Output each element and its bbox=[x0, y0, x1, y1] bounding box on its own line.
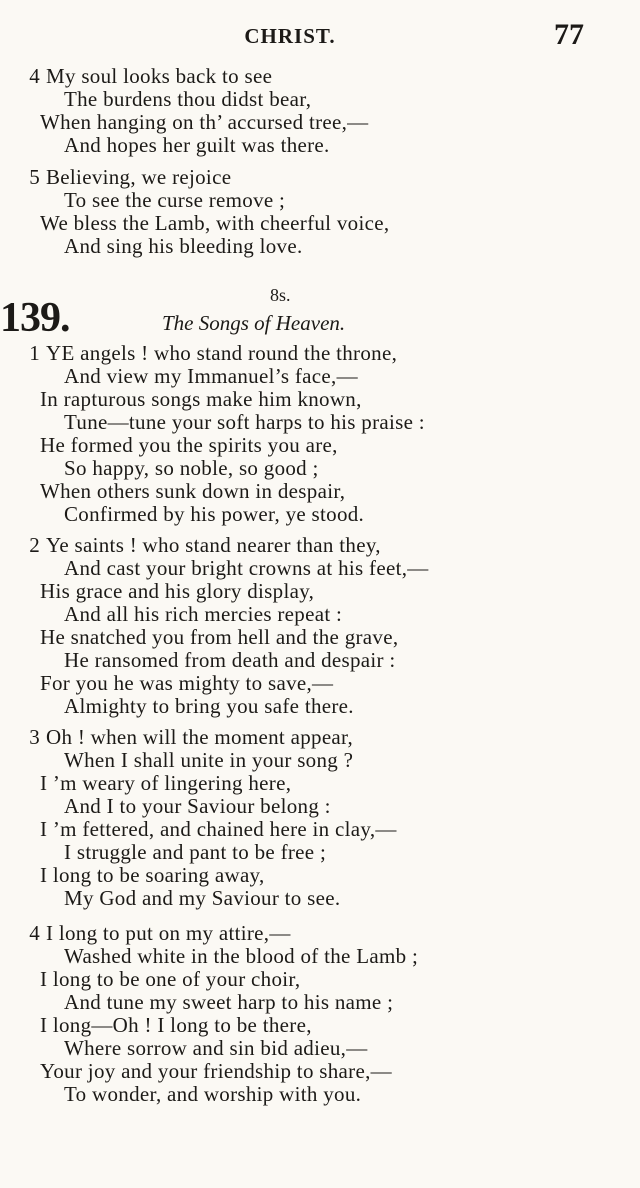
stanza-line: He snatched you from hell and the grave, bbox=[40, 625, 399, 649]
line-text: Ye saints ! who stand nearer than they, bbox=[46, 533, 381, 557]
stanza-line bbox=[0, 166, 640, 189]
stanza-line: When I shall unite in your song ? bbox=[64, 748, 354, 772]
hymn-number: 139. bbox=[0, 295, 70, 341]
stanza-line: When hanging on th’ accursed tree,— bbox=[40, 110, 369, 134]
stanza-line: I struggle and pant to be free ; bbox=[64, 840, 327, 864]
stanza-line: The burdens thou didst bear, bbox=[64, 87, 312, 111]
stanza-line: And sing his bleeding love. bbox=[64, 234, 303, 258]
stanza-line: And I to your Saviour belong : bbox=[64, 794, 331, 818]
stanza-line: Almighty to bring you safe there. bbox=[64, 694, 354, 718]
stanza-line: For you he was mighty to save,— bbox=[40, 671, 334, 695]
stanza-number: 5 bbox=[29, 165, 40, 189]
stanza-line: I ’m weary of lingering here, bbox=[40, 771, 292, 795]
stanza-number: 4 bbox=[29, 64, 40, 88]
line-text: I long to put on my attire,— bbox=[46, 921, 291, 945]
stanza-line: Your joy and your friendship to share,— bbox=[40, 1059, 392, 1083]
stanza-line: Confirmed by his power, ye stood. bbox=[64, 502, 365, 526]
stanza-line: Washed white in the blood of the Lamb ; bbox=[64, 944, 419, 968]
stanza-line: When others sunk down in despair, bbox=[40, 479, 346, 503]
stanza-line: And cast your bright crowns at his feet,— bbox=[64, 556, 429, 580]
stanza-number: 2 bbox=[29, 533, 40, 557]
page-number: 77 bbox=[554, 18, 584, 51]
stanza-number: 3 bbox=[29, 725, 40, 749]
stanza-line: I ’m fettered, and chained here in clay,— bbox=[40, 817, 397, 841]
stanza-line: And hopes her guilt was there. bbox=[64, 133, 330, 157]
stanza-line: We bless the Lamb, with cheerful voice, bbox=[40, 211, 390, 235]
stanza-4 bbox=[0, 922, 640, 1106]
stanza-line: And view my Immanuel’s face,— bbox=[64, 364, 358, 388]
stanza-3 bbox=[0, 726, 640, 910]
stanza-line: Tune—tune your soft harps to his praise : bbox=[64, 410, 425, 434]
line-text: Oh ! when will the moment appear, bbox=[46, 725, 354, 749]
stanza-prev-5 bbox=[0, 166, 640, 258]
stanza-line: He ransomed from death and despair : bbox=[64, 648, 396, 672]
stanza-line: He formed you the spirits you are, bbox=[40, 433, 338, 457]
stanza-prev-4 bbox=[0, 65, 640, 157]
hymn-title: The Songs of Heaven. bbox=[162, 311, 346, 335]
hymn-meter: 8s. bbox=[270, 285, 291, 305]
stanza-line: I long to be soaring away, bbox=[40, 863, 265, 887]
stanza-1 bbox=[0, 342, 640, 526]
stanza-line bbox=[0, 65, 640, 88]
stanza-line bbox=[0, 534, 640, 557]
stanza-line: And tune my sweet harp to his name ; bbox=[64, 990, 394, 1014]
stanza-line: I long to be one of your choir, bbox=[40, 967, 301, 991]
stanza-line bbox=[0, 726, 640, 749]
stanza-2 bbox=[0, 534, 640, 718]
line-text: YE angels ! who stand round the throne, bbox=[46, 341, 398, 365]
stanza-line: In rapturous songs make him known, bbox=[40, 387, 362, 411]
stanza-line: To wonder, and worship with you. bbox=[64, 1082, 362, 1106]
stanza-line bbox=[0, 922, 640, 945]
stanza-line: I long—Oh ! I long to be there, bbox=[40, 1013, 312, 1037]
stanza-line bbox=[0, 342, 640, 365]
stanza-line: To see the curse remove ; bbox=[64, 188, 286, 212]
stanza-line: His grace and his glory display, bbox=[40, 579, 315, 603]
stanza-number: 4 bbox=[29, 921, 40, 945]
line-text: Believing, we rejoice bbox=[46, 165, 232, 189]
stanza-number: 1 bbox=[29, 341, 40, 365]
stanza-line: Where sorrow and sin bid adieu,— bbox=[64, 1036, 368, 1060]
stanza-line: And all his rich mercies repeat : bbox=[64, 602, 343, 626]
running-title: CHRIST. bbox=[244, 24, 336, 48]
stanza-line: So happy, so noble, so good ; bbox=[64, 456, 319, 480]
line-text: My soul looks back to see bbox=[46, 64, 273, 88]
stanza-line: My God and my Saviour to see. bbox=[64, 886, 341, 910]
